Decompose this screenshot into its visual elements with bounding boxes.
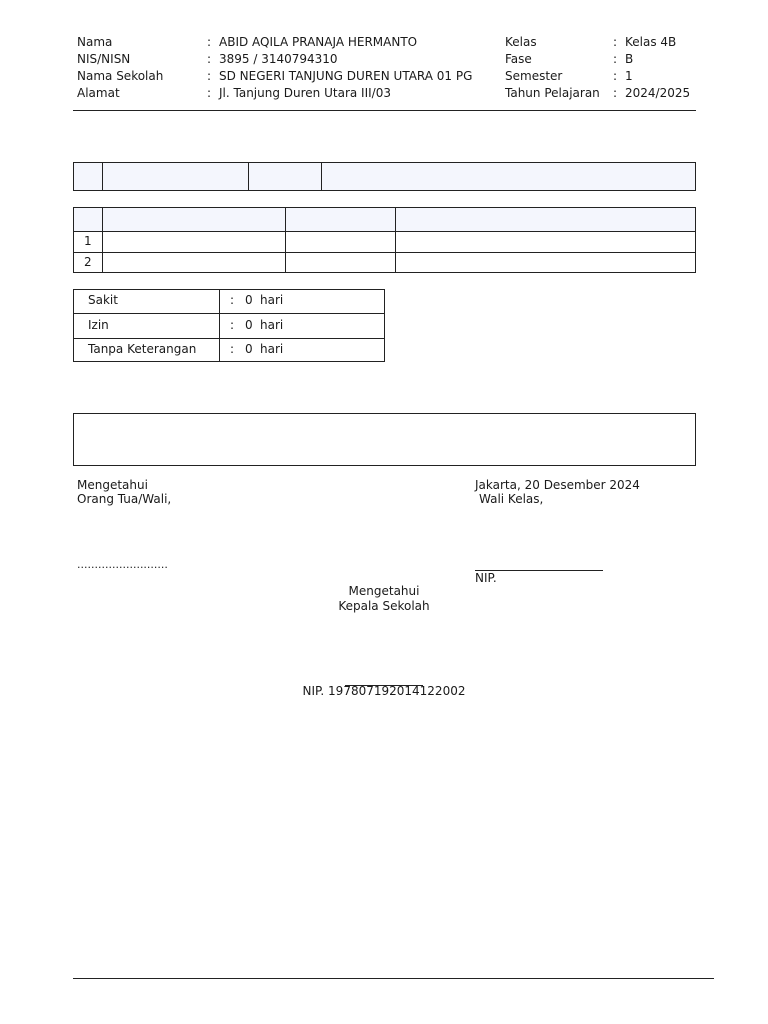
sep-fase: : — [613, 52, 618, 66]
column-divider — [219, 289, 220, 362]
label-sekolah: Nama Sekolah — [77, 69, 164, 83]
label-semester: Semester — [505, 69, 563, 83]
label-fase: Fase — [505, 52, 532, 66]
label-alamat: Alamat — [77, 86, 120, 100]
row-divider — [73, 338, 385, 339]
header-divider — [73, 110, 696, 111]
table-row-number: 1 — [84, 234, 92, 248]
value-fase: B — [625, 52, 634, 66]
attendance-value-izin: 0 — [245, 318, 253, 332]
attendance-sep: : — [230, 293, 235, 307]
place-date: Jakarta, 20 Desember 2024 — [475, 478, 640, 492]
value-sekolah: SD NEGERI TANJUNG DUREN UTARA 01 PG — [219, 69, 473, 83]
column-divider — [395, 207, 396, 273]
value-alamat: Jl. Tanjung Duren Utara III/03 — [219, 86, 391, 100]
teacher-title: Wali Kelas, — [479, 492, 544, 506]
column-divider — [248, 162, 249, 191]
sep-sekolah: : — [207, 69, 212, 83]
row-divider — [73, 231, 696, 232]
value-nis: 3895 / 3140794310 — [219, 52, 338, 66]
attendance-unit: hari — [260, 342, 284, 356]
section-table-header — [73, 162, 696, 191]
footer-divider — [73, 978, 714, 979]
attendance-label-izin: Izin — [88, 318, 109, 332]
value-semester: 1 — [625, 69, 633, 83]
teacher-nip: NIP. — [475, 571, 497, 585]
label-nama: Nama — [77, 35, 113, 49]
principal-block — [284, 584, 484, 613]
principal-title: Kepala Sekolah — [338, 599, 430, 613]
value-kelas: Kelas 4B — [625, 35, 677, 49]
table-row-number: 2 — [84, 255, 92, 269]
value-nama: ABID AQILA PRANAJA HERMANTO — [219, 35, 418, 49]
parent-signature-placeholder: .......................... — [77, 558, 168, 571]
column-divider — [102, 207, 103, 273]
attendance-unit: hari — [260, 318, 284, 332]
principal-nip: NIP. 197807192014122002 — [302, 684, 466, 698]
attendance-label-tanpa-keterangan: Tanpa Keterangan — [88, 342, 197, 356]
label-nis: NIS/NISN — [77, 52, 131, 66]
parent-title: Orang Tua/Wali, — [77, 492, 172, 506]
principal-ack-label: Mengetahui — [348, 584, 420, 598]
sep-tahun: : — [613, 86, 618, 100]
sep-nis: : — [207, 52, 212, 66]
value-tahun: 2024/2025 — [625, 86, 691, 100]
row-divider — [73, 313, 385, 314]
attendance-value-tanpa-keterangan: 0 — [245, 342, 253, 356]
sep-alamat: : — [207, 86, 212, 100]
column-divider — [321, 162, 322, 191]
teacher-notes-box — [73, 413, 696, 466]
principal-nip-block — [284, 684, 484, 698]
column-divider — [285, 207, 286, 273]
attendance-label-sakit: Sakit — [88, 293, 118, 307]
sep-kelas: : — [613, 35, 618, 49]
attendance-unit: hari — [260, 293, 284, 307]
sep-nama: : — [207, 35, 212, 49]
table-header-row — [74, 208, 695, 231]
column-divider — [102, 162, 103, 191]
attendance-value-sakit: 0 — [245, 293, 253, 307]
row-divider — [73, 252, 696, 253]
parent-ack-label: Mengetahui — [77, 478, 148, 492]
sep-semester: : — [613, 69, 618, 83]
label-tahun: Tahun Pelajaran — [505, 86, 600, 100]
attendance-sep: : — [230, 342, 235, 356]
attendance-sep: : — [230, 318, 235, 332]
label-kelas: Kelas — [505, 35, 537, 49]
